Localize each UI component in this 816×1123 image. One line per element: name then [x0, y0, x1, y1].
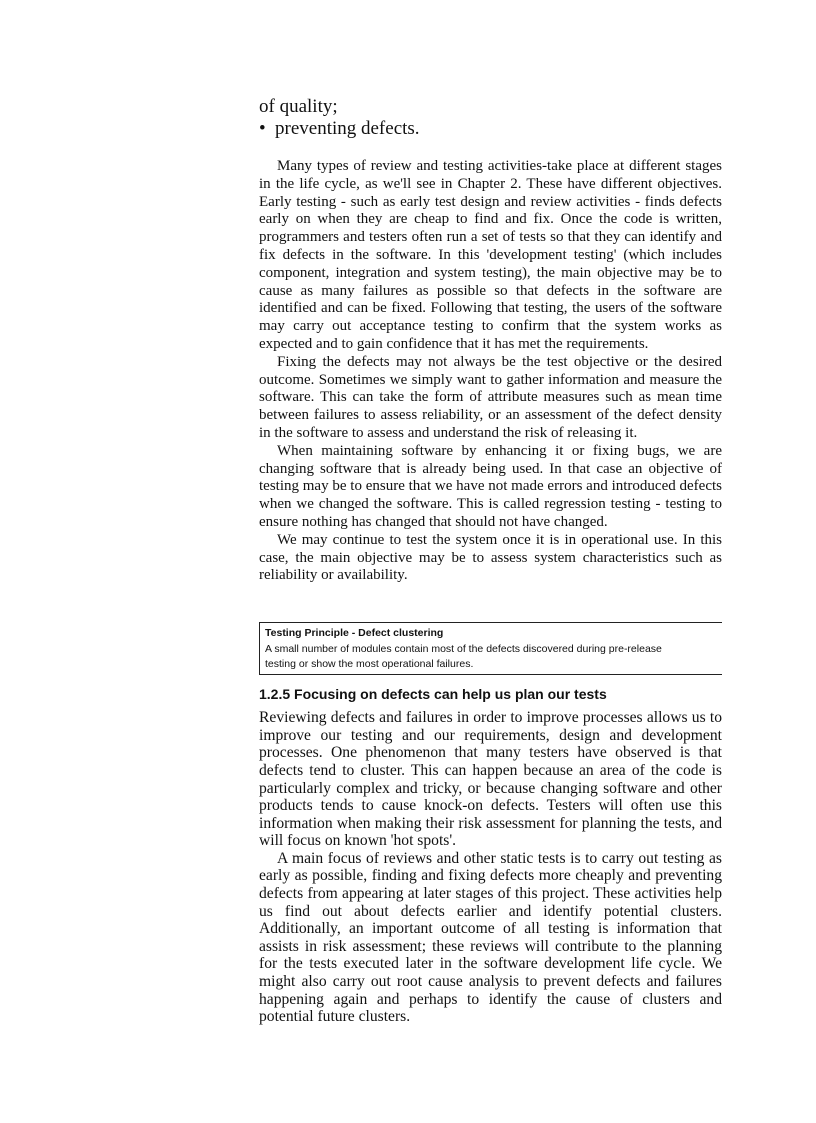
principle-box — [259, 622, 722, 675]
paragraph: A main focus of reviews and other static tests is to carry out testing as early as possible, finding and fixing defects more cheaply and preventing defects from appearing at later stages of this project. These activities help us find out about defects earlier and identify potential clusters. Additionally, an important outcome of all testing is information that assists in risk assessment; these reviews will contribute to the planning for the tests executed later in the software development life cycle. We might also carry out root cause analysis to prevent defects and failures happening again and perhaps to identify the cause of clusters and potential future clusters. — [259, 849, 722, 1026]
principle-title: Testing Principle - Defect clustering — [265, 627, 444, 640]
page-content — [259, 96, 722, 1026]
body-text-top — [259, 158, 722, 585]
paragraph: Many types of review and testing activities-take place at different stages in the life cycle, as we'll see in Chapter 2. These have different objectives. Early testing - such as early test design and review activities - finds defects early on when they are cheap to find and fix. Once the code is written, programmers and testers often run a set of tests so that they can identify and fix defects in the software. In this 'development testing' (which includes component, integration and system testing), the main objective may be to cause as many failures as possible so that defects in the software are identified and can be fixed. Following that testing, the users of the software may carry out acceptance testing to confirm that the system works as expected and to gain confidence that it has met the requirements. — [259, 158, 722, 352]
body-text-section — [259, 709, 722, 1026]
bullet-item — [259, 118, 722, 140]
bullet-text: preventing defects. — [275, 118, 420, 139]
paragraph: When maintaining software by enhancing it or fixing bugs, we are changing software that is already being used. In that case an objective of testing may be to ensure that we have not made errors and introduced defects when we changed the software. This is called regression testing - testing to ensure nothing has changed that should not have changed. — [259, 442, 722, 530]
paragraph: We may continue to test the system once it is in operational use. In this case, the main objective may be to assess system characteristics such as reliability or availability. — [259, 531, 722, 584]
bullet-marker: • — [259, 118, 266, 139]
principle-text-line: testing or show the most operational failures. — [265, 658, 474, 671]
continuation-line: of quality; — [259, 96, 338, 117]
paragraph: Fixing the defects may not always be the test objective or the desired outcome. Sometimes we simply want to gather information and measure the software. This can take the form of attribute measures such as mean time between failures to assess reliability, or an assessment of the defect density in the software to assess and understand the risk of releasing it. — [259, 353, 722, 441]
paragraph: Reviewing defects and failures in order to improve processes allows us to improve our testing and our requirements, design and development processes. One phenomenon that many testers have observed is that defects tend to cluster. This can happen because an area of the code is particularly complex and tricky, or because changing software and other products tends to cause knock-on defects. Testers will often use this information when making their risk assessment for planning the tests, and will focus on known 'hot spots'. — [259, 709, 722, 850]
principle-text-line: A small number of modules contain most of the defects discovered during pre-release — [265, 643, 662, 656]
section-heading: 1.2.5 Focusing on defects can help us plan our tests — [259, 686, 607, 703]
